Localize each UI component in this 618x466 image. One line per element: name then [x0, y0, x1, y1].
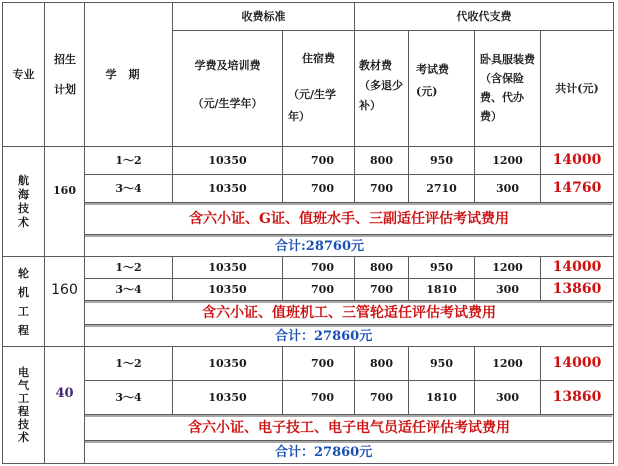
section-plan: 160: [51, 282, 78, 299]
header-total: 共计(元): [555, 81, 599, 95]
section-plan: 40: [55, 386, 74, 402]
section-plan: 160: [53, 184, 76, 198]
header-fee-standard: 收费标准: [241, 9, 286, 23]
cell-bedding: 1200: [492, 260, 523, 274]
cell-term: 3～4: [115, 282, 142, 296]
header-textbook: 教材费（多退少补）: [359, 59, 403, 112]
header-collected: 代收代支费: [456, 9, 512, 23]
cell-textbook: 800: [370, 356, 393, 370]
section-sum: 合计:28760元: [275, 238, 365, 254]
gridline: [408, 30, 409, 146]
cell-tuition: 10350: [208, 260, 247, 274]
cell-term: 3～4: [115, 390, 142, 404]
cell-bedding: 1200: [492, 356, 523, 370]
header-tuition: 学费及培训费: [194, 59, 261, 73]
cell-term: 1～2: [115, 356, 142, 370]
cell-exam: 1810: [426, 390, 457, 404]
cell-total: 14000: [552, 152, 602, 169]
cell-exam: 1810: [426, 282, 457, 296]
cell-tuition: 10350: [208, 390, 247, 404]
section-major: 航海技术: [18, 173, 29, 229]
cell-bedding: 300: [496, 390, 519, 404]
cell-bedding: 300: [496, 282, 519, 296]
cell-exam: 950: [430, 153, 453, 167]
cell-total: 14760: [552, 180, 602, 197]
cell-exam: 950: [430, 356, 453, 370]
section-note: 含六小证、电子技工、电子电气员适任评估考试费用: [188, 420, 510, 437]
header-lodging-unit: （元/生学年）: [288, 88, 337, 123]
cell-tuition: 10350: [208, 153, 247, 167]
cell-lodging: 700: [311, 282, 334, 296]
header-bedding: 卧具服装费（含保险费、代办费）: [480, 53, 535, 123]
cell-lodging: 700: [311, 390, 334, 404]
cell-bedding: 300: [496, 181, 519, 195]
header-major: 专业: [12, 67, 35, 81]
header-plan: 招生计划: [54, 52, 76, 96]
cell-total: 14000: [552, 259, 602, 276]
cell-tuition: 10350: [208, 282, 247, 296]
table-border-bottom: [2, 463, 614, 464]
cell-textbook: 700: [370, 282, 393, 296]
cell-total: 13860: [552, 389, 602, 406]
header-term: 学期: [105, 67, 152, 81]
cell-term: 1～2: [115, 153, 142, 167]
section-major: 电气工程技术: [18, 366, 29, 444]
table-border-right: [613, 2, 614, 464]
section-major: 轮机工程: [18, 266, 29, 337]
cell-total: 14000: [552, 355, 602, 372]
cell-tuition: 10350: [208, 356, 247, 370]
section-note: 含六小证、G证、值班水手、三副适任评估考试费用: [189, 211, 509, 228]
cell-lodging: 700: [311, 356, 334, 370]
cell-lodging: 700: [311, 153, 334, 167]
cell-tuition: 10350: [208, 181, 247, 195]
cell-exam: 950: [430, 260, 453, 274]
section-sum: 合计：27860元: [275, 328, 373, 344]
section-note: 含六小证、值班机工、三管轮适任评估考试费用: [202, 305, 496, 322]
cell-textbook: 800: [370, 260, 393, 274]
header-exam: 考试费(元): [416, 63, 449, 98]
cell-textbook: 700: [370, 181, 393, 195]
cell-textbook: 700: [370, 390, 393, 404]
cell-total: 13860: [552, 281, 602, 298]
gridline: [474, 30, 475, 146]
cell-textbook: 800: [370, 153, 393, 167]
cell-term: 1～2: [115, 260, 142, 274]
header-lodging: 住宿费: [302, 52, 335, 66]
cell-lodging: 700: [311, 181, 334, 195]
cell-term: 3～4: [115, 181, 142, 195]
section-sum: 合计：27860元: [275, 445, 373, 461]
cell-bedding: 1200: [492, 153, 523, 167]
cell-exam: 2710: [426, 181, 457, 195]
cell-lodging: 700: [311, 260, 334, 274]
header-tuition-unit: （元/生学年）: [192, 97, 263, 111]
